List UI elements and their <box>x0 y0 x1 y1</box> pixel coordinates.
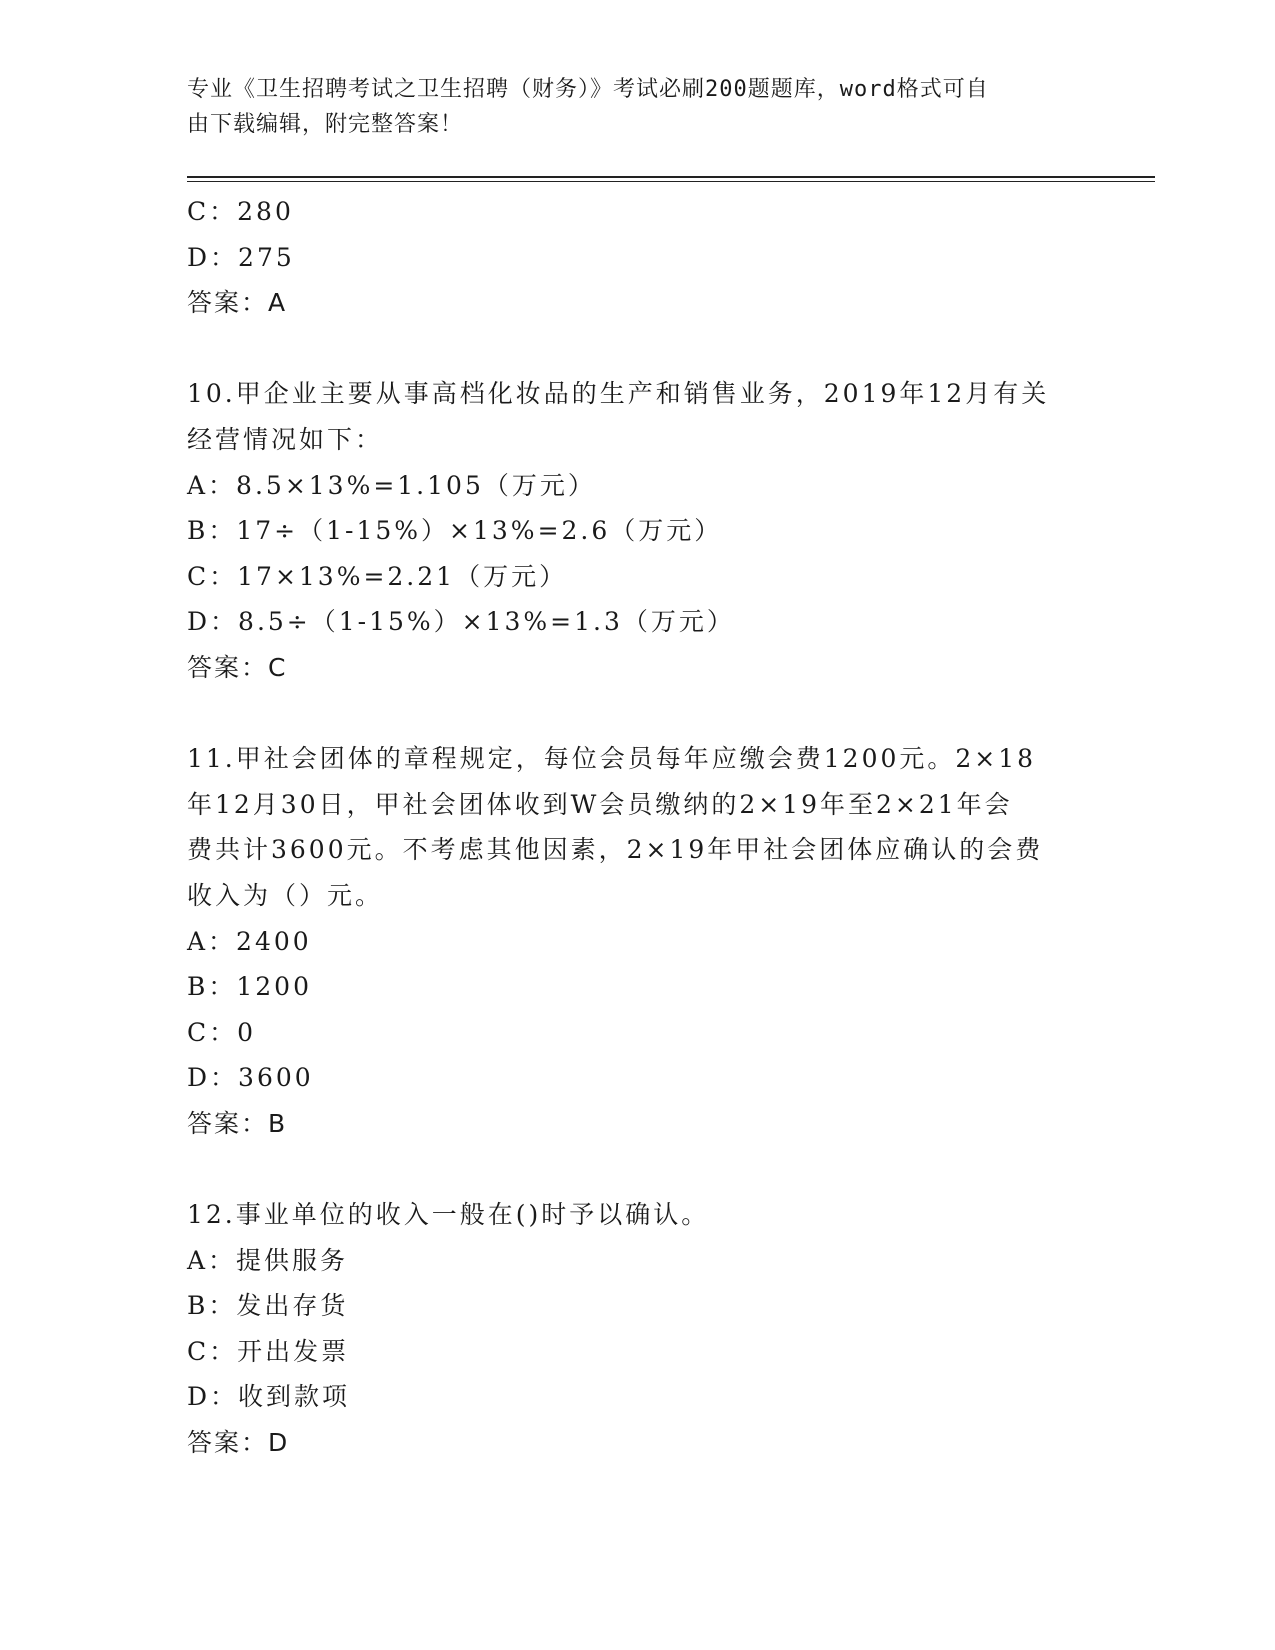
spacer <box>187 691 1067 737</box>
question-stem: 10.甲企业主要从事高档化妆品的生产和销售业务，2019年12月有关 <box>187 379 1050 409</box>
answer-label: 答案：D <box>187 1428 290 1458</box>
option-c: C：17×13%=2.21（万元） <box>187 561 568 591</box>
question-stem: 11.甲社会团体的章程规定，每位会员每年应缴会费1200元。2×18 <box>187 744 1037 774</box>
header-divider-thick <box>187 176 1155 178</box>
question-11 <box>187 736 1067 1146</box>
spacer <box>187 1146 1067 1192</box>
question-stem: 12.事业单位的收入一般在()时予以确认。 <box>187 1200 710 1230</box>
option-a: A：提供服务 <box>187 1245 349 1275</box>
header-divider-thin <box>187 181 1155 182</box>
question-stem: 费共计3600元。不考虑其他因素，2×19年甲社会团体应确认的会费 <box>187 835 1044 865</box>
question-10 <box>187 371 1067 690</box>
option-a: A：8.5×13%=1.105（万元） <box>187 470 596 500</box>
header-line-2: 由下载编辑，附完整答案！ <box>187 112 464 137</box>
option-c: C：开出发票 <box>187 1336 350 1366</box>
question-12 <box>187 1192 1067 1466</box>
option-a: A：2400 <box>187 926 312 956</box>
answer-label: 答案：C <box>187 652 288 682</box>
option-b: B：17÷（1-15%）×13%=2.6（万元） <box>187 516 723 546</box>
question-stem: 收入为（）元。 <box>187 880 384 910</box>
option-c: C：280 <box>187 197 294 226</box>
option-b: B：1200 <box>187 972 312 1002</box>
question-content <box>187 189 1067 1466</box>
option-d: D：3600 <box>187 1063 314 1093</box>
question-stem: 年12月30日，甲社会团体收到W会员缴纳的2×19年至2×21年会 <box>187 789 1013 819</box>
answer-label: 答案：B <box>187 1108 288 1138</box>
option-c: C：0 <box>187 1017 257 1047</box>
option-d: D：收到款项 <box>187 1382 351 1412</box>
option-d: D：275 <box>187 242 295 272</box>
spacer <box>187 326 1067 372</box>
option-d: D：8.5÷（1-15%）×13%=1.3（万元） <box>187 607 735 637</box>
option-b: B：发出存货 <box>187 1291 349 1321</box>
header-line-1: 专业《卫生招聘考试之卫生招聘（财务）》考试必刷200题题库，word格式可自 <box>187 77 989 102</box>
document-header <box>187 72 1067 142</box>
answer-label: 答案：A <box>187 288 288 318</box>
question-stem: 经营情况如下： <box>187 424 384 454</box>
question-9-continued <box>187 189 1067 326</box>
